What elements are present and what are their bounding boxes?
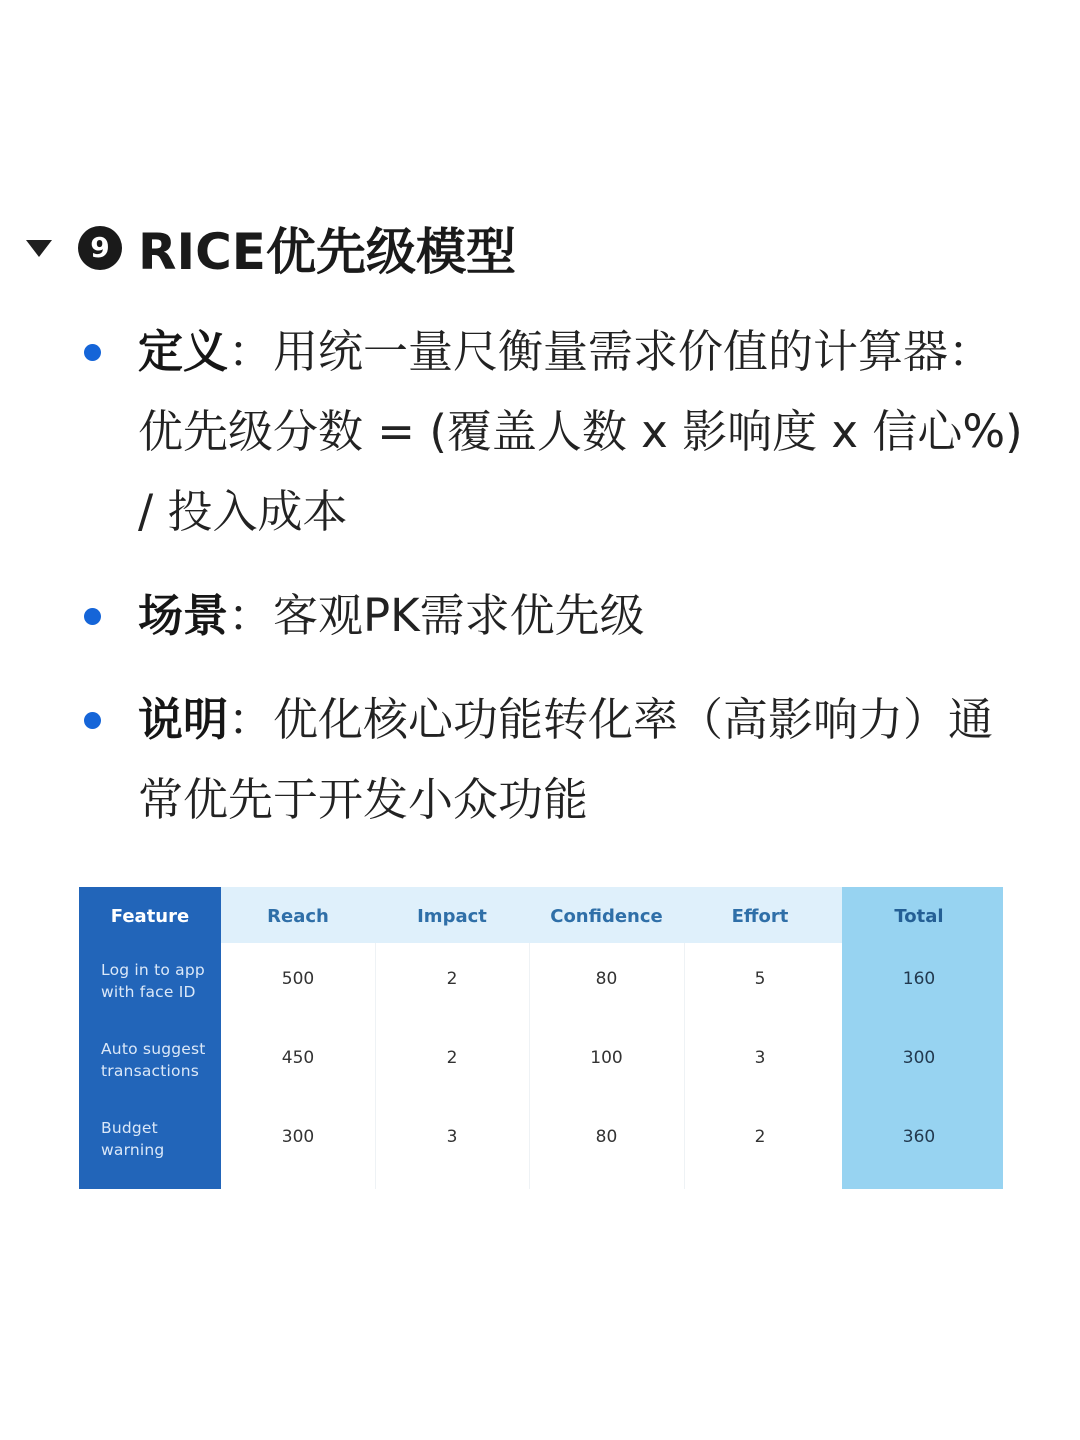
bullet-dot-icon bbox=[84, 344, 101, 361]
header-reach: Reach bbox=[267, 906, 329, 927]
cell-reach: 300 bbox=[281, 1127, 315, 1147]
table-row-feature: Log in to app with face ID bbox=[101, 961, 205, 1001]
cell-impact: 2 bbox=[446, 1048, 458, 1068]
bullet-separator: ： bbox=[228, 325, 274, 378]
cell-confidence: 80 bbox=[595, 969, 618, 989]
table-row-feature: Budget warning bbox=[101, 1119, 165, 1159]
bullet-text: 客观PK需求优先级 bbox=[273, 589, 645, 642]
caret-down-icon[interactable] bbox=[26, 240, 52, 257]
bullet-dot-icon bbox=[84, 712, 101, 729]
cell-reach: 450 bbox=[281, 1048, 315, 1068]
header-impact: Impact bbox=[417, 906, 487, 927]
bullet-item-explanation bbox=[80, 680, 1030, 840]
section-heading bbox=[26, 212, 516, 284]
cell-confidence: 100 bbox=[590, 1048, 623, 1068]
bullet-label: 场景 bbox=[138, 589, 229, 642]
header-total: Total bbox=[894, 906, 944, 927]
bullet-list bbox=[80, 312, 1030, 864]
cell-reach: 500 bbox=[281, 969, 315, 989]
cell-impact: 3 bbox=[446, 1127, 458, 1147]
bullet-item-scenario bbox=[80, 576, 1030, 656]
cell-total: 360 bbox=[902, 1127, 936, 1147]
cell-effort: 3 bbox=[754, 1048, 766, 1068]
cell-impact: 2 bbox=[446, 969, 458, 989]
bullet-text: 用统一量尺衡量需求价值的计算器：优先级分数 = (覆盖人数 x 影响度 x 信心%) / 投入成本 bbox=[138, 325, 1023, 538]
bullet-separator: ： bbox=[228, 693, 274, 746]
cell-effort: 2 bbox=[754, 1127, 766, 1147]
cell-effort: 5 bbox=[754, 969, 766, 989]
header-effort: Effort bbox=[731, 906, 789, 927]
bullet-label: 说明 bbox=[138, 693, 229, 746]
cell-total: 160 bbox=[902, 969, 936, 989]
cell-confidence: 80 bbox=[595, 1127, 618, 1147]
bullet-separator: ： bbox=[228, 589, 274, 642]
bullet-dot-icon bbox=[84, 608, 101, 625]
section-number-badge: 9 bbox=[78, 226, 122, 270]
bullet-label: 定义 bbox=[138, 325, 229, 378]
bullet-text: 优化核心功能转化率（高影响力）通常优先于开发小众功能 bbox=[138, 693, 994, 826]
table-row-feature: Auto suggest transactions bbox=[101, 1040, 206, 1080]
rice-table bbox=[79, 887, 1003, 1189]
cell-total: 300 bbox=[902, 1048, 936, 1068]
header-confidence: Confidence bbox=[550, 906, 663, 927]
bullet-item-definition bbox=[80, 312, 1030, 552]
header-feature: Feature bbox=[110, 906, 190, 927]
section-title: RICE优先级模型 bbox=[138, 223, 516, 281]
